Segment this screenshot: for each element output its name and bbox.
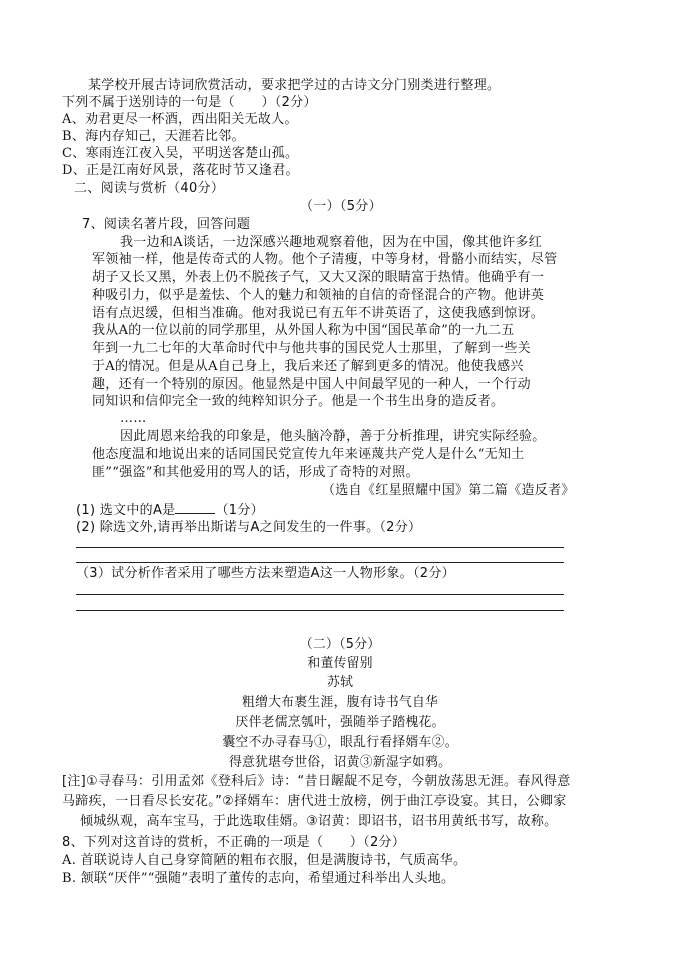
q8-stem: 8、下列对这首诗的赏析，不正确的一项是（ ）（2分） [62, 835, 406, 850]
q7-sub1-blank[interactable] [175, 501, 215, 514]
poem-author: 苏轼 [327, 675, 354, 690]
passage-line: 于A的情况。但是从A自己身上，我后来还了解到更多的情况。他使我感兴 [92, 359, 524, 374]
poem-line: 得意犹堪夸世俗，诏黄③新湿字如鸦。 [228, 755, 452, 770]
passage-line: 年到一九二七年的大革命时代中与他共事的国民党人士那里，了解到一些关 [92, 341, 531, 356]
answer-line[interactable] [76, 547, 564, 548]
passage-line: 匪”“强盗”和其他爱用的骂人的话，形成了奇特的对照。 [92, 465, 419, 480]
q6-stem: 下列不属于送别诗的一句是（ ）（2分） [62, 95, 317, 110]
passage-line: 胡子又长又黑，外表上仍不脱孩子气，又大又深的眼睛富于热情。他确乎有一 [92, 270, 545, 285]
poem-line: 粗缯大布裹生涯，腹有诗书气自华 [242, 695, 439, 710]
answer-line[interactable] [76, 610, 564, 611]
q7-sub2: (2) 除选文外,请再举出斯诺与A之间发生的一件事。（2分） [76, 520, 422, 535]
poem-line: 厌伴老儒烹瓠叶，强随举子踏槐花。 [235, 715, 445, 730]
poem-note: 马蹄疾，一日看尽长安花。”②择婿车：唐代进士放榜，例于曲江亭设宴。其日，公卿家 [62, 794, 567, 809]
poem-line: 囊空不办寻春马①，眼乱行看择婿车②。 [222, 735, 458, 750]
q6-context: 某学校开展古诗词欣赏活动，要求把学过的古诗文分门别类进行整理。 [88, 78, 501, 93]
q7-sub1-score: （1分） [215, 503, 264, 518]
poem-title: 和董传留别 [307, 656, 373, 671]
q6-option-d: D、正是江南好风景，落花时节又逢君。 [62, 163, 299, 178]
q7-sub1 [76, 501, 264, 519]
poem-note: [注]①寻春马：引用孟郊《登科后》诗：“昔日龌龊不足夸，今朝放荡思无涯。春风得意 [62, 774, 571, 789]
passage-line: 军领袖一样，他是传奇式的人物。他个子清瘦，中等身材，骨骼小而结实，尽管 [92, 252, 558, 267]
q6-option-c: C、寒雨连江夜入吴，平明送客楚山孤。 [62, 146, 299, 161]
passage-line: 因此周恩来给我的印象是，他头脑冷静，善于分析推理，讲究实际经验。 [120, 429, 546, 444]
passage-line: 同知识和信仰完全一致的纯粹知识分子。他是一个书生出身的造反者。 [92, 394, 505, 409]
q6-option-a: A、劝君更尽一杯酒，西出阳关无故人。 [62, 112, 298, 127]
passage-line: 种吸引力，似乎是羞怯、个人的魅力和领袖的自信的奇怪混合的产物。他讲英 [92, 288, 545, 303]
passage-line: 语有点迟缓，但相当准确。他对我说已有五年不讲英语了，这使我感到惊讶。 [92, 306, 545, 321]
answer-line[interactable] [76, 594, 564, 595]
passage-line: 我一边和A谈话，一边深感兴趣地观察着他，因为在中国，像其他许多红 [120, 235, 542, 250]
section2-heading: 二、阅读与赏析（40分） [74, 181, 225, 196]
passage-line: 他态度温和地说出来的话同国民党宣传九年来诬蔑共产党人是什么“无知土 [92, 447, 525, 462]
q6-option-b: B、海内存知己，天涯若比邻。 [62, 129, 245, 144]
passage-source: （选自《红星照耀中国》第二篇《造反者》 [322, 483, 575, 498]
passage-line: 趣，还有一个特别的原因。他显然是中国人中间最罕见的一种人，一个行动 [92, 377, 531, 392]
q8-option-b: B. 颔联“厌伴”“强随”表明了董传的志向，希望通过科举出人头地。 [62, 871, 455, 886]
answer-line[interactable] [76, 562, 564, 563]
q7-sub1-text: (1) 选文中的A是 [76, 503, 176, 518]
q7-sub3: （3）试分析作者采用了哪些方法来塑造A这一人物形象。（2分） [76, 566, 455, 581]
poem-note: 倾城纵观，高车宝马，于此选取佳婿。③诏黄：即诏书，诏书用黄纸书写，故称。 [80, 814, 558, 829]
q8-option-a: A. 首联说诗人自己身穿简陋的粗布衣服，但是满腹诗书，气质高华。 [62, 853, 467, 868]
part1-title: （一）（5分） [300, 199, 382, 214]
q7-stem: 7、阅读名著片段，回答问题 [82, 217, 251, 232]
passage-ellipsis: …… [120, 411, 147, 426]
passage-line: 我从A的一位以前的同学那里，从外国人称为中国“国民革命”的一九二五 [92, 323, 515, 338]
part2-title: （二）（5分） [299, 637, 381, 652]
